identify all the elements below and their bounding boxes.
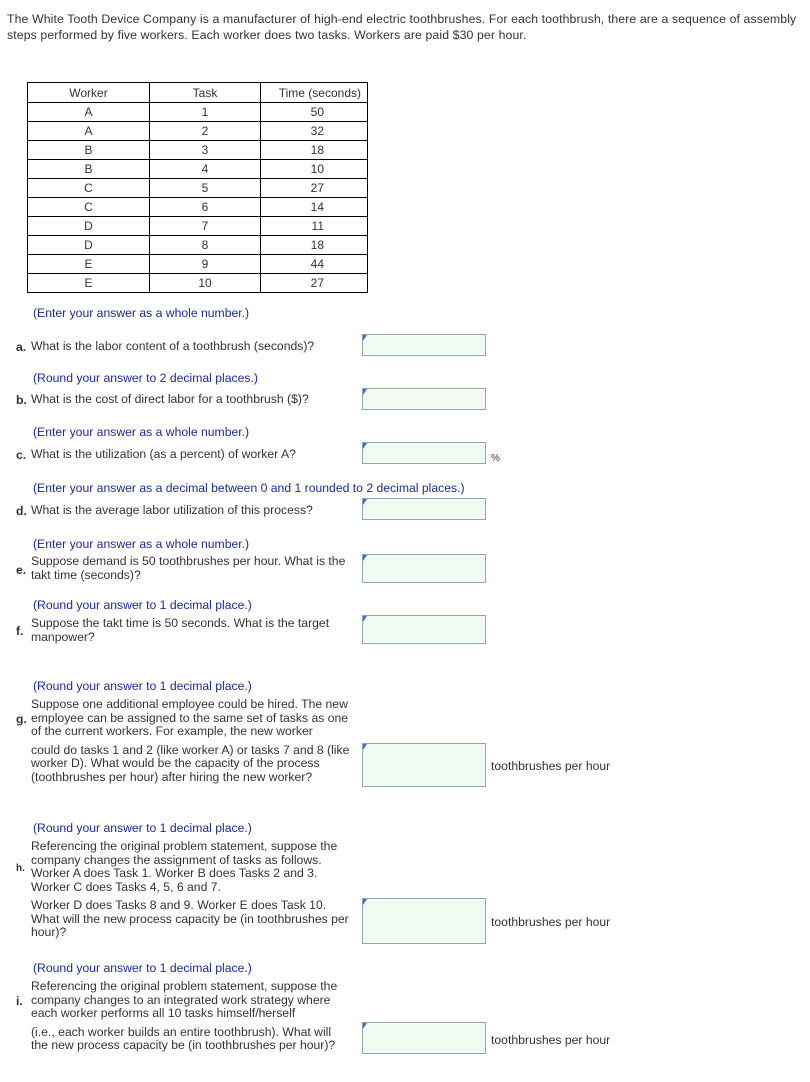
- cell-task: 1: [150, 103, 261, 122]
- cell-time: 18: [261, 141, 368, 160]
- unit-i: toothbrushes per hour: [491, 1033, 611, 1047]
- question-f-line: manpower?: [31, 629, 95, 644]
- question-h-line: hour)?: [31, 925, 67, 939]
- table-row: [28, 198, 368, 217]
- header-time: Time (seconds): [261, 83, 368, 103]
- hint-f: (Round your answer to 1 decimal place.): [33, 598, 252, 612]
- question-h-line: Worker C does Tasks 4, 5, 6 and 7.: [31, 879, 221, 894]
- hint-c: (Enter your answer as a whole number.): [33, 425, 250, 439]
- hint-i: (Round your answer to 1 decimal place.): [33, 961, 252, 975]
- question-h-line: company changes the assignment of tasks as follows.: [31, 852, 322, 867]
- cell-time: 18: [261, 236, 368, 255]
- answer-flag-icon: [363, 1023, 367, 1029]
- table-row: [28, 141, 368, 160]
- answer-d-input[interactable]: [362, 498, 486, 520]
- answer-flag-icon: [363, 616, 367, 622]
- answer-a-input[interactable]: [362, 334, 486, 356]
- answer-flag-icon: [363, 744, 367, 750]
- answer-flag-icon: [363, 335, 367, 341]
- question-g-line: (toothbrushes per hour) after hiring the new worker?: [31, 769, 313, 784]
- cell-time: 14: [261, 198, 368, 217]
- question-i-line: company changes to an integrated work strategy where: [31, 992, 331, 1007]
- table-row: [28, 179, 368, 198]
- question-g-text: [31, 698, 349, 784]
- question-c-text: What is the utilization (as a percent) of worker A?: [31, 447, 296, 461]
- question-f-letter: f.: [16, 624, 24, 638]
- header-worker: Worker: [28, 83, 150, 103]
- answer-e-input[interactable]: [362, 554, 486, 583]
- question-g-line: Suppose one additional employee could be hired. The new: [31, 697, 348, 711]
- unit-h: toothbrushes per hour: [491, 915, 611, 929]
- table-row: [28, 160, 368, 179]
- question-e-letter: e.: [16, 563, 27, 577]
- cell-task: 4: [150, 160, 261, 179]
- table-row: [28, 236, 368, 255]
- cell-time: 27: [261, 274, 368, 293]
- cell-worker: C: [28, 198, 150, 217]
- cell-worker: C: [28, 179, 150, 198]
- cell-task: 10: [150, 274, 261, 293]
- answer-flag-icon: [363, 899, 367, 905]
- question-h-letter: h.: [16, 863, 25, 874]
- cell-task: 5: [150, 179, 261, 198]
- problem-intro: The White Tooth Device Company is a manufacturer of high-end electric toothbrushes. For each toothbrush, there are a sequence of assembly steps performed by five workers. Each worker does two tasks. Workers are paid $30 per hour.: [7, 12, 797, 42]
- task-time-table: [27, 82, 368, 293]
- cell-time: 11: [261, 217, 368, 236]
- cell-worker: A: [28, 103, 150, 122]
- cell-task: 6: [150, 198, 261, 217]
- cell-worker: A: [28, 122, 150, 141]
- cell-time: 44: [261, 255, 368, 274]
- table-row: [28, 255, 368, 274]
- question-c-letter: c.: [16, 448, 27, 462]
- question-d-text: What is the average labor utilization of this process?: [31, 503, 313, 517]
- question-g-line: worker D). What would be the capacity of the process: [31, 756, 320, 770]
- table-header-row: [28, 83, 368, 103]
- question-i-line: Referencing the original problem statement, suppose the: [31, 979, 338, 993]
- cell-task: 8: [150, 236, 261, 255]
- cell-task: 3: [150, 141, 261, 160]
- table-row: [28, 274, 368, 293]
- question-h-text: [31, 840, 349, 940]
- cell-time: 10: [261, 160, 368, 179]
- question-h-line: Worker D does Tasks 8 and 9. Worker E does Task 10.: [31, 898, 327, 912]
- table-row: [28, 122, 368, 141]
- cell-time: 50: [261, 103, 368, 122]
- unit-g: toothbrushes per hour: [491, 759, 611, 773]
- header-task: Task: [150, 83, 261, 103]
- answer-i-input[interactable]: [362, 1022, 486, 1054]
- question-h-line: What will the new process capacity be (in toothbrushes per: [31, 911, 349, 926]
- hint-e: (Enter your answer as a whole number.): [33, 537, 250, 551]
- question-h-line: Referencing the original problem statement, suppose the: [31, 839, 338, 853]
- cell-worker: B: [28, 141, 150, 160]
- question-g-line: employee can be assigned to the same set of tasks as one: [31, 710, 349, 725]
- table-row: [28, 217, 368, 236]
- question-b-letter: b.: [16, 393, 27, 407]
- table-row: [28, 103, 368, 122]
- question-g-line: of the current workers. For example, the new worker: [31, 724, 313, 738]
- question-i-line: the new process capacity be (in toothbrushes per hour)?: [31, 1038, 336, 1052]
- question-e-line: takt time (seconds)?: [31, 567, 141, 582]
- question-f-line: Suppose the takt time is 50 seconds. What is the target: [31, 616, 330, 630]
- hint-a: (Enter your answer as a whole number.): [33, 306, 250, 320]
- answer-g-input[interactable]: [362, 743, 486, 787]
- answer-h-input[interactable]: [362, 898, 486, 944]
- cell-task: 9: [150, 255, 261, 274]
- cell-task: 2: [150, 122, 261, 141]
- unit-percent: %: [491, 453, 500, 464]
- cell-time: 32: [261, 122, 368, 141]
- question-i-text: [31, 980, 337, 1053]
- question-a-text: What is the labor content of a toothbrush (seconds)?: [31, 339, 315, 353]
- question-i-line: (i.e., each worker builds an entire toothbrush). What will: [31, 1024, 332, 1039]
- answer-b-input[interactable]: [362, 388, 486, 410]
- question-a-letter: a.: [16, 340, 27, 354]
- cell-time: 27: [261, 179, 368, 198]
- question-i-line: each worker performs all 10 tasks himself/herself: [31, 1006, 296, 1020]
- question-g-line: could do tasks 1 and 2 (like worker A) or tasks 7 and 8 (like: [31, 742, 350, 757]
- answer-flag-icon: [363, 555, 367, 561]
- question-e-text: [31, 555, 345, 582]
- hint-h: (Round your answer to 1 decimal place.): [33, 821, 252, 835]
- answer-flag-icon: [363, 443, 367, 449]
- cell-worker: D: [28, 217, 150, 236]
- answer-flag-icon: [363, 499, 367, 505]
- question-f-text: [31, 617, 329, 644]
- cell-worker: E: [28, 255, 150, 274]
- question-d-letter: d.: [16, 504, 27, 518]
- hint-b: (Round your answer to 2 decimal places.): [33, 371, 258, 385]
- cell-worker: B: [28, 160, 150, 179]
- question-b-text: What is the cost of direct labor for a toothbrush ($)?: [31, 392, 309, 406]
- hint-g: (Round your answer to 1 decimal place.): [33, 679, 252, 693]
- question-e-line: Suppose demand is 50 toothbrushes per hour. What is the: [31, 554, 346, 568]
- cell-worker: E: [28, 274, 150, 293]
- question-h-line: Worker A does Task 1. Worker B does Tasks 2 and 3.: [31, 866, 318, 880]
- answer-flag-icon: [363, 389, 367, 395]
- question-i-letter: i.: [16, 994, 23, 1008]
- cell-worker: D: [28, 236, 150, 255]
- answer-f-input[interactable]: [362, 615, 486, 644]
- hint-d: (Enter your answer as a decimal between 0 and 1 rounded to 2 decimal places.): [33, 481, 465, 495]
- answer-c-input[interactable]: [362, 442, 486, 464]
- question-g-letter: g.: [16, 712, 27, 726]
- cell-task: 7: [150, 217, 261, 236]
